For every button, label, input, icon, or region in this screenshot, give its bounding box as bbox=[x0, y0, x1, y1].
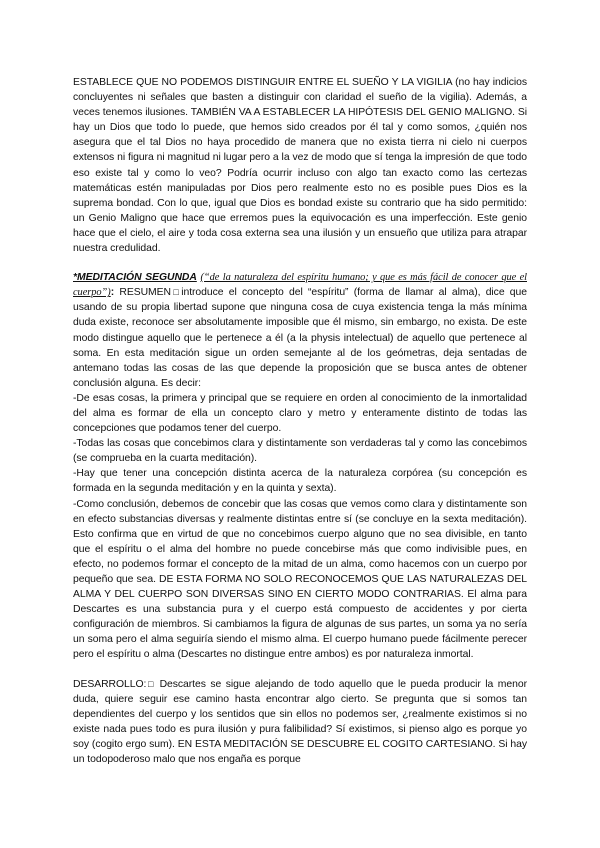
section-title: *MEDITACIÓN SEGUNDA bbox=[73, 272, 197, 284]
missing-glyph-box: □ bbox=[170, 287, 182, 298]
desarrollo-label: DESARROLLO: bbox=[73, 678, 147, 690]
bullet-2: -Todas las cosas que concebimos clara y distintamente son verdaderas tal y como las concebimos (se comprueba en la cuarta meditación). bbox=[73, 438, 527, 465]
section-subtitle: (“de la naturaleza del espíritu humano; y que es más fácil de conocer que el cuerpo”) bbox=[73, 272, 527, 299]
colon: : bbox=[110, 287, 115, 299]
paragraph-genio-maligno: ESTABLECE QUE NO PODEMOS DISTINGUIR ENTRE EL SUEÑO Y LA VIGILIA (no hay indicios concluyentes ni señales que basten a distinguir con claridad el sueño de la vigilia). Además, a veces tenemos ilusiones. TAMBIÉN VA A ESTABLECER LA HIPÓTESIS DEL GENIO MALIGNO. Si hay un Dios que todo lo puede, que hemos sido creados por él tal y como somos, ¿quién nos asegura que el tal Dios no haya procedido de manera que no exista tierra ni cielo ni cuerpos extensos ni figura ni magnitud ni lugar pero a la vez de modo que sí tenga la impresión de que todo eso existe tal y como lo veo? Podría ocurrir incluso con algo tan exacto como las certezas matemáticas estén manipuladas por Dios pero realmente esto no es posible pues Dios es la suprema bondad. Con lo que, igual que Dios es bondad existe su contrario que ha sido permitido: un Genio Maligno que hace que erremos pues la equivocación es una imperfección. Este genio hace que el cielo, el aire y toda cosa externa sea una ilusión y un ensueño que utiliza para atrapar nuestra credulidad. bbox=[73, 77, 527, 255]
resumen-label: RESUMEN bbox=[114, 287, 171, 299]
missing-glyph-box: □ bbox=[146, 678, 156, 689]
bullet-1: -De esas cosas, la primera y principal que se requiere en orden al conocimiento de la inmortalidad del alma es formar de ella un concepto claro y metro y enteramente distinto de todas las concepciones que podamos tener del cuerpo. bbox=[73, 392, 527, 435]
bullet-4: -Como conclusión, debemos de concebir que las cosas que vemos como clara y distintamente son en efecto substancias diversas y realmente distintas entre sí (se concluye en la sexta meditación). Esto confirma que en virtud de que no concebimos cuerpo alguno que no sea divisible, en tanto que el espíritu o el alma del hombre no puede concebirse más que como indivisible pues, en efecto, no podemos formar el concepto de la mitad de un alma, como hacemos con un cuerpo por pequeño que sea. DE ESTA FORMA NO SOLO RECONOCEMOS QUE LAS NATURALEZAS DEL ALMA Y DEL CUERPO SON DIVERSAS SINO EN CIERTO MODO CONTRARIAS. El alma para Descartes es una substancia pura y el cuerpo está compuesto de accidentes y por cierta configuración de miembros. Si cambiamos la figura de algunas de sus partes, un soma ya no sería un soma pero el alma seguiría siendo el mismo alma. El cuerpo humano puede fácilmente perecer pero el espíritu o alma (Descartes no distingue entre ambos) es por naturaleza inmortal. bbox=[73, 498, 527, 661]
bullet-3: -Hay que tener una concepción distinta acerca de la naturaleza corpórea (su concepción es formada en la segunda meditación y en la quinta y sexta). bbox=[73, 468, 527, 495]
resumen-body: introduce el concepto del “espíritu” (forma de llamar al alma), dice que usando de su propia libertad supone que ninguna cosa de cuya existencia tenga la más mínima duda existe, reconoce ser absolutamente imposible que él mismo, sin embargo, no exista. De este modo distingue aquello que le pertenece a él (a la physis intelectual) de aquello que pertenece al soma. En esta meditación sigue un orden semejante al de los geómetras, deja sentadas de antemano todas las cosas de las que depende la proposición que se busca antes de obtener conclusión alguna. Es decir: bbox=[73, 287, 527, 389]
desarrollo-body: Descartes se sigue alejando de todo aquello que le pueda producir la menor duda, quiere seguir ese camino hasta encontrar algo cierto. Se pregunta que si somos tan dependientes del cuerpo y los sentidos que sin ellos no podemos ser, ¿realmente existimos si no existe nada pues todo es pura ilusión y pura falibilidad? Sí existimos, si pienso algo es porque yo soy (cogito ergo sum). EN ESTA MEDITACIÓN SE DESCUBRE EL COGITO CARTESIANO. Si hay un todopoderoso malo que nos engaña es porque bbox=[73, 678, 527, 766]
paragraph-meditacion-segunda bbox=[73, 270, 527, 662]
paragraph-desarrollo bbox=[73, 677, 527, 768]
